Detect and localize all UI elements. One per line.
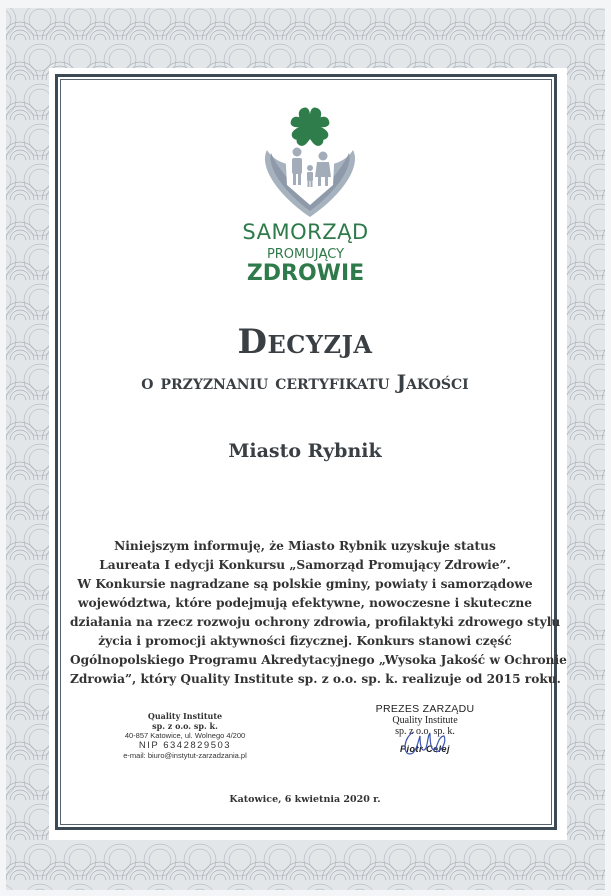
logo-text-promujacy: PROMUJĄCY xyxy=(266,247,345,262)
signer-name: Piotr Celej xyxy=(399,744,450,754)
issuer-address: 40-857 Katowice, ul. Wolnego 4/200 xyxy=(124,731,246,740)
signer-company: Quality Institute xyxy=(392,715,458,726)
logo-text-zdrowie: ZDROWIE xyxy=(246,261,365,286)
place-and-date: Katowice, 6 kwietnia 2020 r. xyxy=(229,794,381,805)
issuer-email: e-mail: biuro@instytut-zarzadzania.pl xyxy=(123,751,247,760)
document-title: Decyzja xyxy=(237,322,373,362)
issuer-stamp xyxy=(100,711,270,761)
body-line: życia i promocji aktywności fizycznej. Konkurs stanowi część xyxy=(98,634,512,648)
handwritten-signature-icon xyxy=(400,728,450,758)
clover-heart-family-icon xyxy=(255,105,365,220)
body-line: Laureata I edycji Konkursu „Samorząd Promujący Zdrowie”. xyxy=(99,558,511,572)
issuer-legal-form: sp. z o.o. sp. k. xyxy=(152,721,218,731)
document-subtitle: o przyznaniu certyfikatu Jakości xyxy=(141,370,469,394)
decision-body xyxy=(70,537,567,689)
issuer-nip: NIP 6342829503 xyxy=(138,740,232,751)
signer-legal-form: sp. z o.o. sp. k. xyxy=(395,726,455,737)
body-line: Zdrowia”, który Quality Institute sp. z o.o. sp. k. realizuje od 2015 roku. xyxy=(70,672,561,686)
issuer-name: Quality Institute xyxy=(147,711,223,721)
body-line: województwa, które podejmują efektywne, nowoczesne i skuteczne xyxy=(78,596,532,610)
logo-text-samorzad: SAMORZĄD xyxy=(242,220,369,244)
body-line: W Konkursie nagradzane są polskie gminy, powiaty i samorządowe xyxy=(77,577,533,591)
recipient-name: Miasto Rybnik xyxy=(228,440,382,462)
body-line: Niniejszym informuję, że Miasto Rybnik uzyskuje status xyxy=(114,539,496,553)
body-line: Ogólnopolskiego Programu Akredytacyjnego „Wysoka Jakość w Ochronie xyxy=(70,653,567,667)
signer-role: PREZES ZARZĄDU xyxy=(375,703,475,715)
body-line: działania na rzecz rozwoju ochrony zdrowia, profilaktyki zdrowego stylu xyxy=(70,615,561,629)
